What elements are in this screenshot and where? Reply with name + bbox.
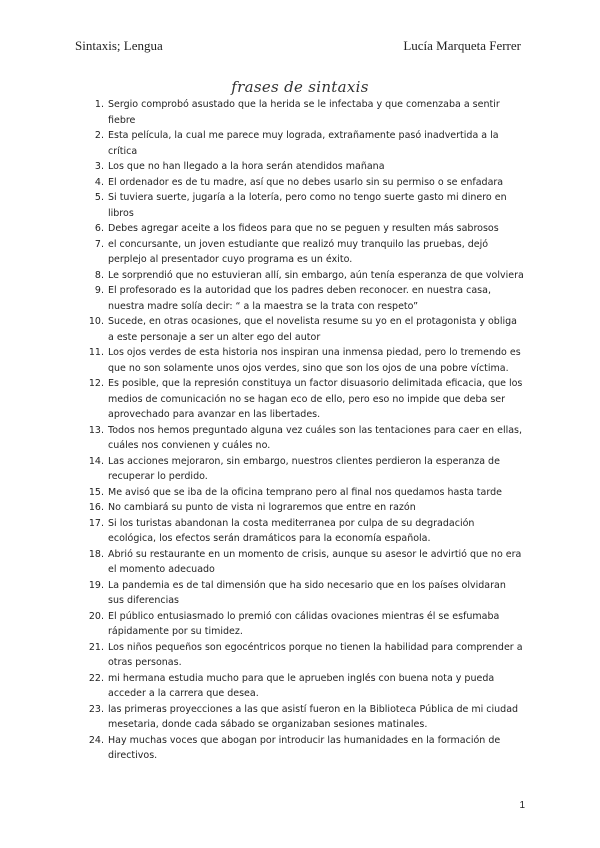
list-item-number: 7. [94,238,104,250]
list-item-number: 13. [88,424,104,436]
list-item-text: El público entusiasmado lo premió con cálidas ovaciones mientras él se esfumaba rápidamente por su timidez. [108,610,500,637]
list-item-text: El ordenador es de tu madre, así que no debes usarlo sin su permiso o se enfadara [108,176,504,188]
list-item-number: 17. [88,517,104,529]
list-item [84,268,524,284]
list-item [84,190,524,221]
list-item-text: Las acciones mejoraron, sin embargo, nuestros clientes perdieron la esperanza de recuperar lo perdido. [108,455,500,482]
page-number: 1 [519,800,525,811]
list-item-number: 4. [94,176,104,188]
list-item-text: las primeras proyecciones a las que asistí fueron en la Biblioteca Pública de mi ciudad mesetaria, donde cada sábado se organizaban sesiones matinales. [108,703,519,730]
list-item-text: Hay muchas voces que abogan por introducir las humanidades en la formación de directivos. [108,734,501,761]
list-item-text: Abrió su restaurante en un momento de crisis, aunque su asesor le advirtió que no era el momento adecuado [108,548,522,575]
sentence-list [84,97,524,764]
list-item [84,485,524,501]
list-item [84,314,524,345]
list-item [84,733,524,764]
list-item-text: Todos nos hemos preguntado alguna vez cuáles son las tentaciones para caer en ellas, cuáles nos convienen y cuáles no. [108,424,523,451]
list-item-number: 15. [88,486,104,498]
list-item-text: Le sorprendió que no estuvieran allí, sin embargo, aún tenía esperanza de que volviera [108,269,524,281]
list-item [84,609,524,640]
list-item [84,376,524,423]
list-item [84,159,524,175]
list-item [84,128,524,159]
list-item-number: 6. [94,223,104,234]
list-item [84,671,524,702]
list-item-number: 12. [88,378,104,389]
list-item-text: Sucede, en otras ocasiones, que el novelista resume su yo en el protagonista y obliga a este personaje a ser un alter ego del autor [108,316,517,343]
list-item-number: 14. [88,455,104,467]
list-item-number: 5. [94,192,104,203]
list-item-text: mi hermana estudia mucho para que le aprueben inglés con buena nota y pueda acceder a la carrera que desea. [108,672,495,699]
header-subject: Sintaxis; Lengua [75,38,163,53]
list-item [84,283,524,314]
list-item-text: El profesorado es la autoridad que los padres deben reconocer. en nuestra casa, nuestra madre solía decir: “ a la maestra se la trata con respeto” [108,285,491,312]
list-item [84,221,524,237]
list-item [84,175,524,191]
list-item [84,578,524,609]
list-item-text: Los ojos verdes de esta historia nos inspiran una inmensa piedad, pero lo tremendo es que no son solamente unos ojos verdes, sino que son los ojos de una pobre víctima. [108,347,521,374]
list-item-number: 9. [94,285,104,296]
list-item-number: 1. [94,99,104,110]
list-item-text: Los niños pequeños son egocéntricos porque no tienen la habilidad para comprender a otras personas. [108,641,523,668]
list-item-number: 10. [88,316,104,327]
list-item-number: 2. [94,130,104,141]
list-item-number: 16. [88,502,104,513]
list-item [84,640,524,671]
list-item-text: No cambiará su punto de vista ni lograremos que entre en razón [108,502,416,513]
list-item [84,423,524,454]
list-item-number: 21. [88,641,104,653]
list-item [84,702,524,733]
list-item-text: La pandemia es de tal dimensión que ha sido necesario que en los países olvidaran sus diferencias [108,579,506,606]
list-item [84,516,524,547]
list-item-number: 22. [88,672,104,684]
list-item-number: 3. [94,161,104,172]
list-item-text: el concursante, un joven estudiante que realizó muy tranquilo las pruebas, dejó perplejo al presentador cuyo programa es un éxito. [108,238,489,265]
list-item-text: Esta película, la cual me parece muy lograda, extrañamente pasó inadvertida a la crítica [108,130,499,157]
list-item-text: Me avisó que se iba de la oficina temprano pero al final nos quedamos hasta tarde [108,486,502,498]
list-item-number: 18. [88,548,104,560]
list-item-number: 20. [88,610,104,622]
list-item [84,345,524,376]
list-item-number: 24. [88,734,104,746]
list-item [84,547,524,578]
list-item [84,454,524,485]
list-item-text: Si tuviera suerte, jugaría a la lotería, pero como no tengo suerte gasto mi dinero en libros [108,192,507,219]
list-item-number: 23. [88,703,104,715]
list-item-number: 11. [88,347,104,358]
list-item-number: 8. [94,269,104,281]
header-author: Lucía Marqueta Ferrer [403,38,521,53]
list-item [84,237,524,268]
list-item-text: Si los turistas abandonan la costa mediterranea por culpa de su degradación ecológica, los efectos serán dramáticos para la economía española. [108,517,475,544]
list-item [84,500,524,516]
document-title: frases de sintaxis [231,78,369,96]
list-item [84,97,524,128]
list-item-text: Es posible, que la represión constituya un factor disuasorio delimitada eficacia, que los medios de comunicación no se hagan eco de ello, pero eso no impide que deba ser aprovechado para avanzar en las libertades. [108,378,523,420]
list-item-text: Debes agregar aceite a los fideos para que no se peguen y resulten más sabrosos [108,223,499,234]
list-item-text: Sergio comprobó asustado que la herida se le infectaba y que comenzaba a sentir fiebre [108,99,500,126]
list-item-text: Los que no han llegado a la hora serán atendidos mañana [108,161,385,172]
list-item-number: 19. [88,579,104,591]
